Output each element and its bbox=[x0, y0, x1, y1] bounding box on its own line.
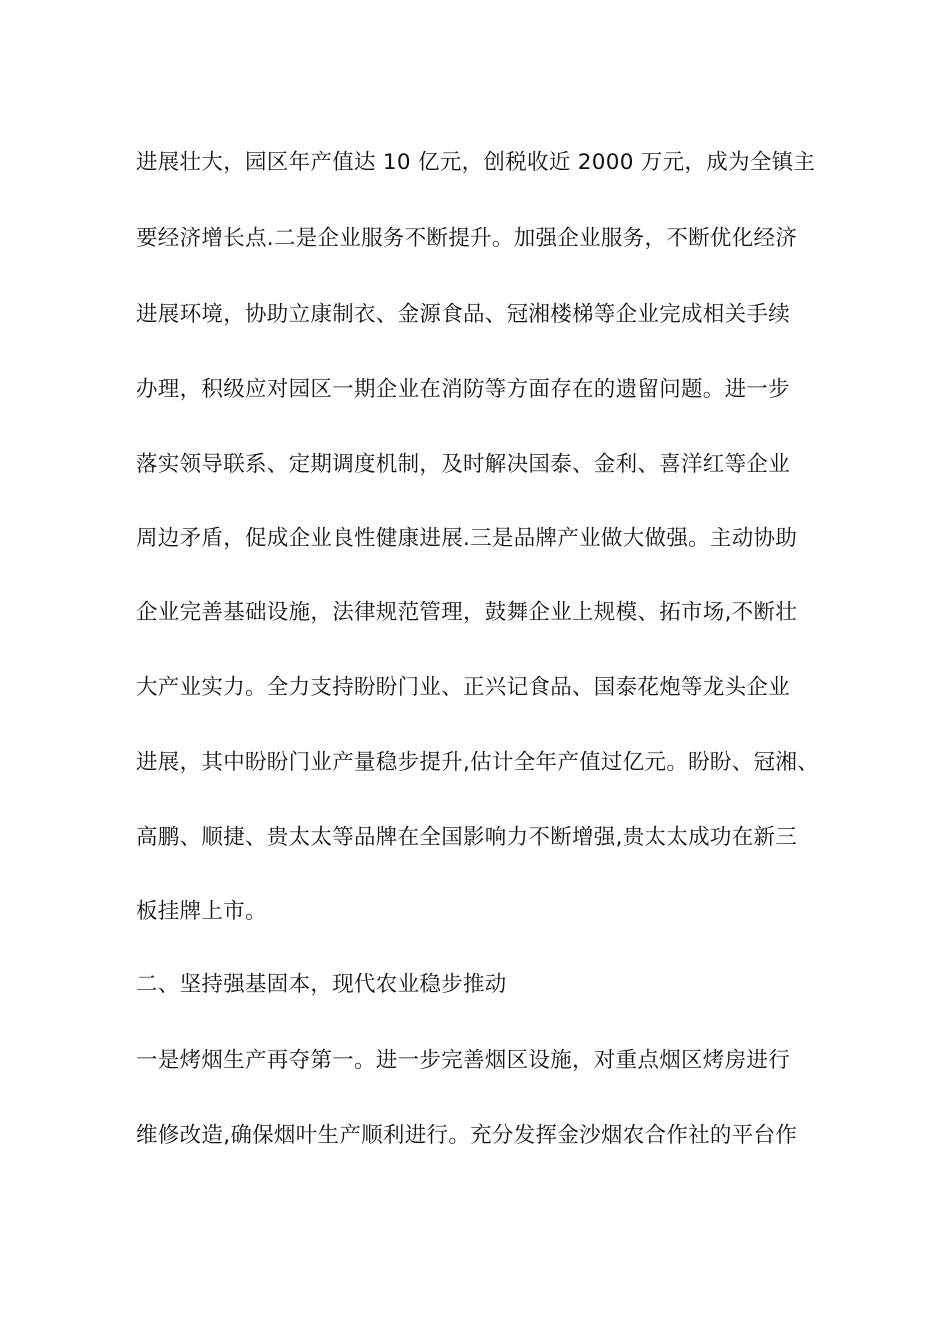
section-heading: 二、坚持强基固本，现代农业稳步推动 bbox=[136, 972, 507, 997]
paragraph-line: 大产业实力。全力支持盼盼门业、正兴记食品、国泰花炮等龙头企业 bbox=[136, 675, 791, 700]
paragraph-line: 周边矛盾，促成企业良性健康进展.三是品牌产业做大做强。主动协助 bbox=[136, 526, 798, 551]
paragraph-line: 企业完善基础设施，法律规范管理，鼓舞企业上规模、拓市场,不断壮 bbox=[136, 600, 798, 625]
paragraph-line: 办理，积级应对园区一期企业在消防等方面存在的遗留问题。进一步 bbox=[136, 377, 791, 402]
paragraph-line: 进展环境，协助立康制衣、金源食品、冠湘楼梯等企业完成相关手续 bbox=[136, 302, 791, 327]
paragraph-line: 要经济增长点.二是企业服务不断提升。加强企业服务，不断优化经济 bbox=[136, 226, 798, 251]
paragraph-line: 落实领导联系、定期调度机制，及时解决国泰、金利、喜洋红等企业 bbox=[136, 452, 791, 477]
paragraph-line: 维修改造,确保烟叶生产顺利进行。充分发挥金沙烟农合作社的平台作 bbox=[136, 1123, 798, 1148]
paragraph-line: 一是烤烟生产再夺第一。进一步完善烟区设施，对重点烟区烤房进行 bbox=[136, 1048, 791, 1073]
paragraph-line: 进展壮大，园区年产值达 10 亿元，创税收近 2000 万元，成为全镇主 bbox=[136, 150, 816, 175]
paragraph-line: 进展，其中盼盼门业产量稳步提升,估计全年产值过亿元。盼盼、冠湘、 bbox=[136, 750, 819, 775]
paragraph-line: 板挂牌上市。 bbox=[136, 899, 267, 924]
paragraph-line: 高鹏、顺捷、贵太太等品牌在全国影响力不断增强,贵太太成功在新三 bbox=[136, 825, 798, 850]
